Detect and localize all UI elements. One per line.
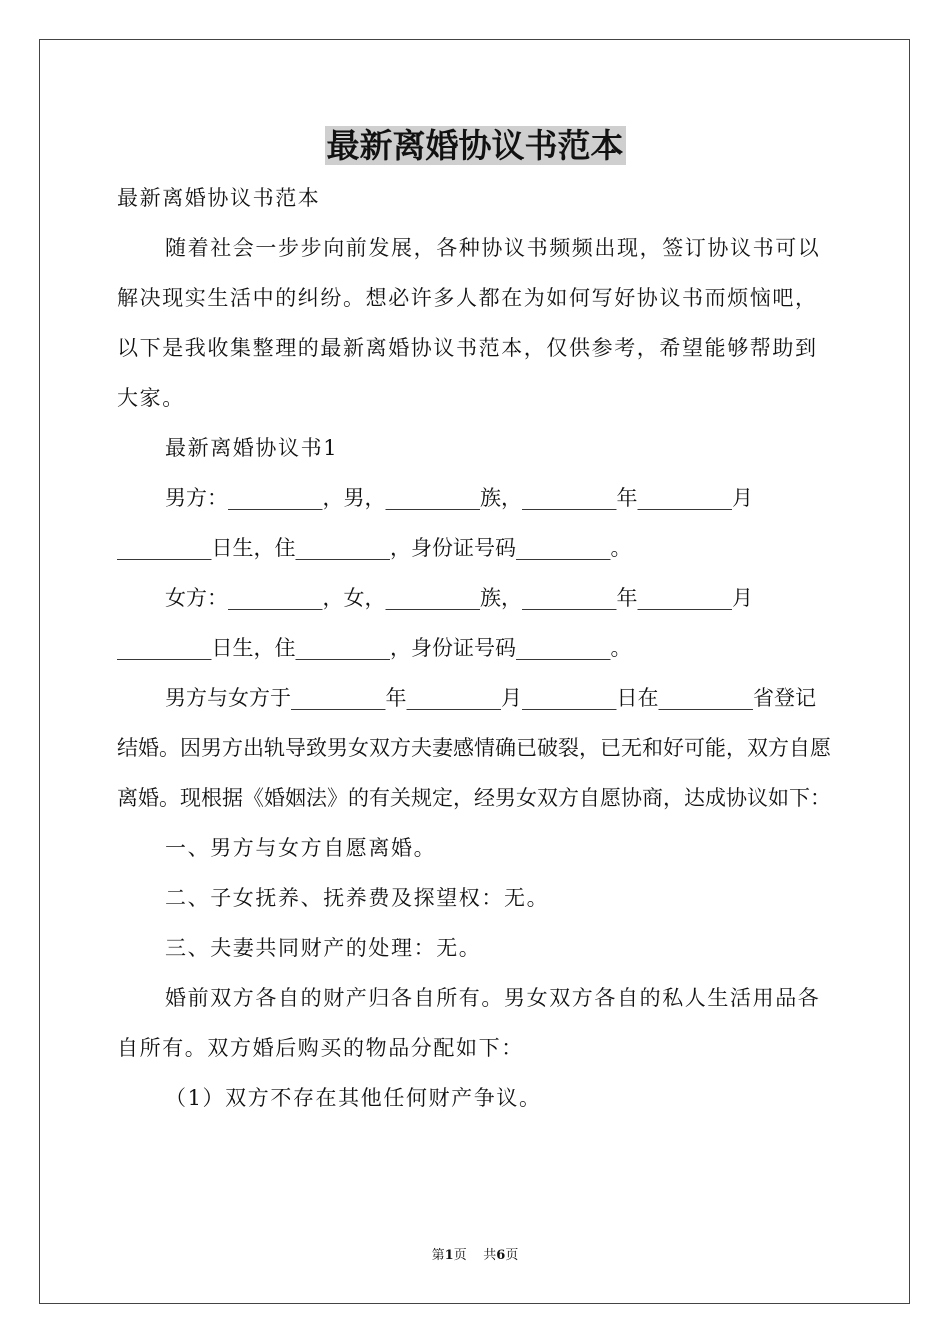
paragraph: （1）双方不存在其他任何财产争议。: [165, 1086, 542, 1110]
footer-page-suffix: 页: [453, 1248, 467, 1263]
document-body: [117, 173, 835, 1123]
paragraph: 三、夫妻共同财产的处理：无。: [165, 936, 482, 960]
footer-total-prefix: 共: [483, 1248, 497, 1263]
paragraph: 男方：_________，男，_________族，_________年_________月_________日生，住_________，身份证号码_________。: [117, 486, 753, 560]
paragraph: 男方与女方于_________年_________月_________日在_________省登记结婚。因男方出轨导致男女双方夫妻感情确已破裂，已无和好可能，双方自愿离婚。现根据《婚姻法》的有关规定，经男女双方自愿协商，达成协议如下：: [117, 686, 831, 810]
paragraph: 一、男方与女方自愿离婚。: [165, 836, 437, 860]
footer-page-number: 1: [444, 1248, 454, 1263]
document-title: [0, 124, 950, 168]
footer-prefix: 第: [431, 1248, 445, 1263]
paragraph: 婚前双方各自的财产归各自所有。男女双方各自的私人生活用品各自所有。双方婚后购买的物品分配如下：: [117, 986, 821, 1060]
footer-total-suffix: 页: [505, 1248, 519, 1263]
paragraph: 女方：_________，女，_________族，_________年_________月_________日生，住_________，身份证号码_________。: [117, 586, 753, 660]
paragraph: 最新离婚协议书范本: [117, 186, 321, 210]
document-title-text: 最新离婚协议书范本: [326, 126, 624, 165]
page-footer: [0, 1246, 950, 1266]
paragraph: 二、子女抚养、抚养费及探望权：无。: [165, 886, 550, 910]
footer-total-pages: 6: [496, 1248, 506, 1263]
paragraph: 最新离婚协议书1: [165, 436, 339, 460]
paragraph: 随着社会一步步向前发展，各种协议书频频出现，签订协议书可以解决现实生活中的纠纷。想必许多人都在为如何写好协议书而烦恼吧，以下是我收集整理的最新离婚协议书范本，仅供参考，希望能够帮助到大家。: [117, 236, 821, 410]
